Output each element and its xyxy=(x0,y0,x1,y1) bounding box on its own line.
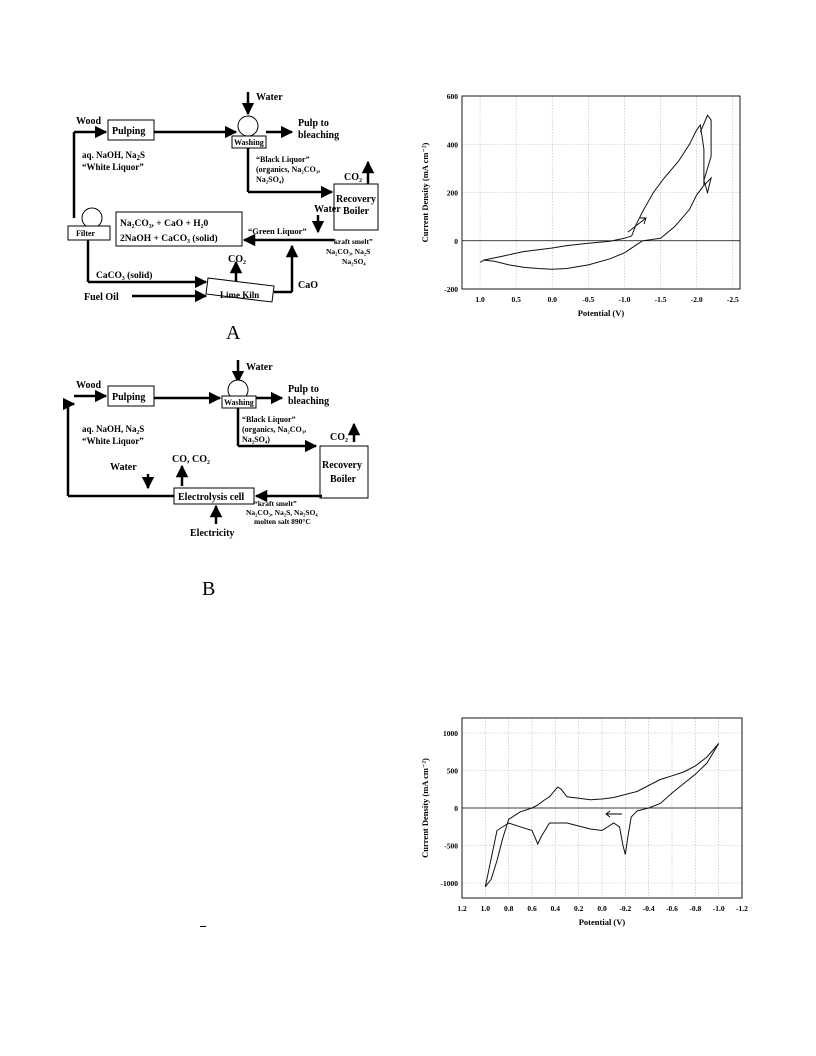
b-recovery-1: Recovery xyxy=(322,460,362,471)
b-recovery-2: Boiler xyxy=(330,474,357,485)
diagram-a-label: A xyxy=(226,322,241,344)
b-electrolysis-box: Electrolysis cell xyxy=(178,492,245,503)
a-black-liquor-2: (organics, Na₂CO₃, xyxy=(256,165,321,174)
a-reaction-1: Na₂CO₃, + CaO + H₂0 xyxy=(120,219,209,229)
chart1-x-tick-label: -2.5 xyxy=(726,295,739,304)
chart2-x-tick-label: 1.2 xyxy=(457,904,467,913)
a-recovery-2: Boiler xyxy=(343,206,370,217)
b-wood-label: Wood xyxy=(76,380,102,391)
cv-chart-top xyxy=(418,86,748,331)
a-recovery-1: Recovery xyxy=(336,194,376,205)
b-pulp-to: Pulp to xyxy=(288,384,319,395)
a-kraft-1: “kraft smelt” xyxy=(330,237,373,246)
a-cao: CaO xyxy=(298,280,318,291)
a-wood-label: Wood xyxy=(76,116,102,127)
chart2-scan-arrow xyxy=(606,811,622,817)
a-co2-label: CO₂ xyxy=(344,172,362,183)
chart2-y-tick-label: -1000 xyxy=(440,879,458,888)
cv-chart-bottom xyxy=(418,712,748,942)
a-kraft-2: Na₂CO₃, Na₂S xyxy=(326,247,371,256)
b-washing-box: Washing xyxy=(224,398,254,407)
chart2-x-axis-label: Potential (V) xyxy=(578,917,626,927)
a-fuel-oil: Fuel Oil xyxy=(84,292,119,303)
chart1-x-axis-label: Potential (V) xyxy=(577,308,625,318)
chart1-y-tick-label: 400 xyxy=(446,140,458,150)
b-co-co2: CO, CO₂ xyxy=(172,454,210,465)
a-green-liquor: “Green Liquor” xyxy=(248,226,307,236)
chart2-y-axis-label: Current Density (mA cm⁻²) xyxy=(420,758,430,858)
chart2-x-tick-label: 0.2 xyxy=(573,904,584,913)
chart1-x-tick-label: -1.5 xyxy=(654,295,667,304)
chart2-x-tick-label: -1.0 xyxy=(712,904,725,913)
chart2-y-tick-label: 1000 xyxy=(443,729,458,738)
a-lime-kiln: Lime Kiln xyxy=(220,290,260,300)
chart2-x-tick-label: -0.6 xyxy=(666,904,678,913)
a-co2-kiln: CO₂ xyxy=(228,254,246,265)
chart1-y-tick-label: 600 xyxy=(446,92,458,101)
chart1-series-1 xyxy=(700,115,711,192)
chart1-x-tick-label: -1.0 xyxy=(618,295,631,304)
b-white-liquor-1: aq. NaOH, Na₂S xyxy=(82,424,145,434)
a-water2-label: Water xyxy=(314,204,341,215)
chart2-y-tick-label: -500 xyxy=(444,841,458,851)
b-co2-label: CO₂ xyxy=(330,432,348,443)
chart2-x-tick-label: 0.0 xyxy=(597,904,607,913)
chart2-y-tick-label: 0 xyxy=(454,804,458,813)
chart1-x-tick-label: 0.5 xyxy=(511,295,521,304)
b-bleaching: bleaching xyxy=(288,396,330,407)
chart1-y-tick-label: -200 xyxy=(444,285,458,294)
a-water-label: Water xyxy=(256,92,283,103)
chart2-x-tick-label: 0.4 xyxy=(550,904,561,913)
chart2-x-tick-label: 0.6 xyxy=(527,904,537,913)
chart2-x-tick-label: -0.4 xyxy=(642,904,655,913)
chart1-y-axis-label: Current Density (mA cm⁻²) xyxy=(420,142,430,243)
a-white-liquor-2: “White Liquor” xyxy=(82,162,144,172)
a-white-liquor-1: aq. NaOH, $Na_2S$ xyxy=(82,150,146,162)
b-kraft-3: molten salt 890°C xyxy=(254,517,311,526)
chart1-x-tick-label: -2.0 xyxy=(690,295,703,304)
chart2-x-tick-label: -0.2 xyxy=(619,904,632,913)
chart2-x-tick-label: -0.8 xyxy=(689,904,702,913)
a-bleaching: bleaching xyxy=(298,130,340,141)
diagram-a xyxy=(60,88,380,348)
a-pulp-to: Pulp to xyxy=(298,118,329,129)
b-water-label: Water xyxy=(246,362,273,373)
a-reaction-2: 2NaOH + CaCO₃ (solid) xyxy=(120,234,218,244)
b-black-liquor-2: (organics, Na₂CO₃, xyxy=(242,425,307,434)
b-pulping-box: Pulping xyxy=(112,392,146,403)
chart2-x-tick-label: 1.0 xyxy=(480,904,491,913)
diagram-b-label: B xyxy=(202,578,216,600)
b-kraft-2: Na₂CO₃, Na₂S, Na₂SO₄ xyxy=(246,508,318,517)
a-pulping-box: Pulping xyxy=(112,126,146,137)
chart1-y-tick-label: 200 xyxy=(446,188,458,198)
chart1-y-tick-label: 0 xyxy=(454,236,458,246)
a-kraft-3: Na₂SO₄ xyxy=(342,257,366,266)
chart2-y-tick-label: 500 xyxy=(446,766,458,776)
stray-mark xyxy=(200,926,206,927)
chart1-x-tick-label: -0.5 xyxy=(582,295,595,304)
a-washing-box: Washing xyxy=(234,138,264,147)
chart1-x-tick-label: 1.0 xyxy=(475,295,485,304)
a-caco3: CaCO₃ (solid) xyxy=(96,271,153,281)
b-white-liquor-2: “White Liquor” xyxy=(82,436,144,446)
diagram-b xyxy=(60,358,380,548)
a-filter-box: Filter xyxy=(76,229,96,238)
b-black-liquor-1: “Black Liquor” xyxy=(242,415,296,424)
chart1-series-0 xyxy=(480,125,704,269)
b-black-liquor-3: Na₂SO₄) xyxy=(242,435,270,444)
b-kraft-1: “kraft smelt” xyxy=(254,499,297,508)
chart1-x-tick-label: 0.0 xyxy=(547,295,557,304)
chart2-x-tick-label: -1.2 xyxy=(736,904,748,913)
chart2-x-tick-label: 0.8 xyxy=(503,904,514,913)
a-black-liquor-3: Na₂SO₄) xyxy=(256,175,284,184)
b-electricity: Electricity xyxy=(190,528,235,539)
b-water2-label: Water xyxy=(110,462,137,473)
chart1-scan-arrow xyxy=(628,218,646,232)
a-black-liquor-1: “Black Liquor” xyxy=(256,155,310,164)
